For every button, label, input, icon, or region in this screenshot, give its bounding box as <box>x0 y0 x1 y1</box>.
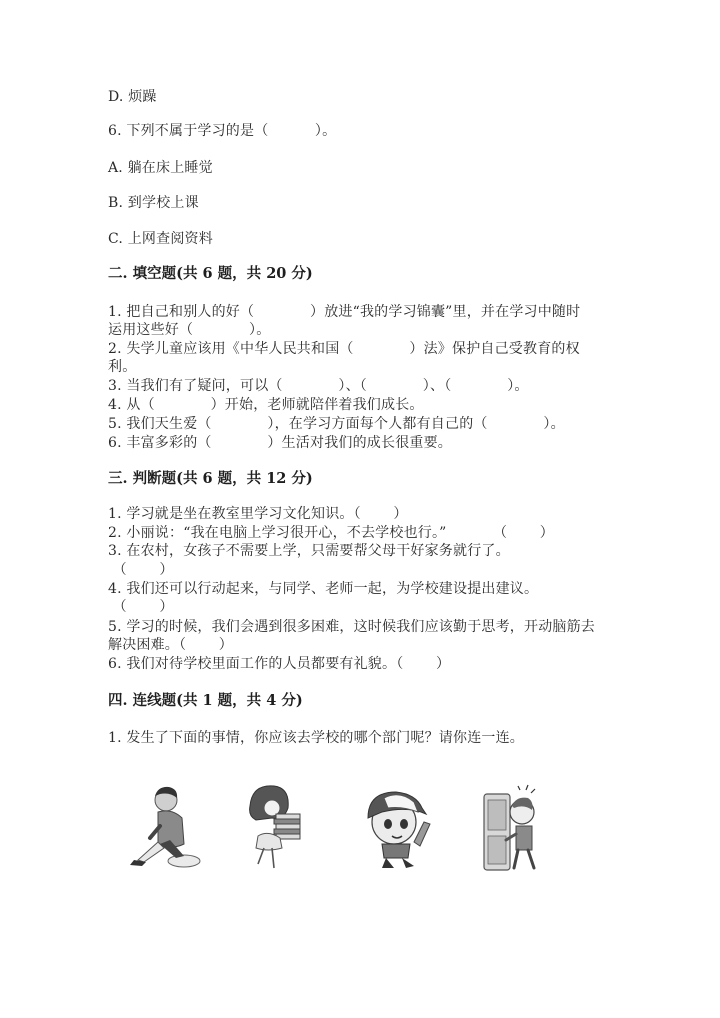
question-6-stem: 6. 下列不属于学习的是（ ）。 <box>108 123 337 139</box>
judge-item-3-blank: （ ） <box>108 562 174 578</box>
fill-item-1: 1. 把自己和别人的好（ ）放进“我的学习锦囊”里，并在学习中随时 <box>108 304 581 320</box>
judge-item-1: 1. 学习就是坐在教室里学习文化知识。（ ） <box>108 506 408 522</box>
judge-item-6: 6. 我们对待学校里面工作的人员都要有礼貌。（ ） <box>108 656 451 672</box>
injured-boy-sitting-image <box>114 778 210 874</box>
fill-item-2: 2. 失学儿童应该用《中华人民共和国（ ）法》保护自己受教育的权 <box>108 341 580 357</box>
section-3-heading: 三. 判断题(共 6 题，共 12 分) <box>108 470 313 487</box>
fill-item-2-cont: 利。 <box>108 359 137 375</box>
matching-question-1: 1. 发生了下面的事情，你应该去学校的哪个部门呢？请你连一连。 <box>108 730 525 746</box>
fill-item-3: 3. 当我们有了疑问，可以（ ）、（ ）、（ ）。 <box>108 378 529 394</box>
section-4-heading: 四. 连线题(共 1 题，共 4 分) <box>108 692 303 709</box>
option-d: D. 烦躁 <box>108 89 157 105</box>
judge-item-5: 5. 学习的时候，我们会遇到很多困难，这时候我们应该勤于思考，开动脑筋去 <box>108 619 596 635</box>
boy-hit-by-door-image <box>468 778 564 874</box>
girl-carrying-books-image <box>232 778 328 874</box>
fill-item-4: 4. 从（ ）开始，老师就陪伴着我们成长。 <box>108 397 424 413</box>
girl-with-books-icon <box>232 778 328 874</box>
boy-with-cap-image <box>352 778 448 874</box>
judge-item-2: 2. 小丽说：“我在电脑上学习很开心，不去学校也行。” （ ） <box>108 525 554 541</box>
judge-item-4: 4. 我们还可以行动起来，与同学、老师一起，为学校建设提出建议。 <box>108 581 539 597</box>
boy-with-cap-icon <box>352 778 448 874</box>
question-6-option-c: C. 上网查阅资料 <box>108 231 213 247</box>
boy-hit-by-door-icon <box>468 778 564 874</box>
judge-item-5-cont: 解决困难。（ ） <box>108 637 233 653</box>
question-6-option-a: A. 躺在床上睡觉 <box>108 160 213 176</box>
question-6-option-b: B. 到学校上课 <box>108 195 199 211</box>
fill-item-6: 6. 丰富多彩的（ ）生活对我们的成长很重要。 <box>108 435 453 451</box>
fill-item-1-cont: 运用这些好（ ）。 <box>108 322 271 338</box>
fill-item-5: 5. 我们天生爱（ ），在学习方面每个人都有自己的（ ）。 <box>108 416 565 432</box>
injured-boy-icon <box>114 778 210 874</box>
judge-item-3: 3. 在农村，女孩子不需要上学，只需要帮父母干好家务就行了。 <box>108 543 510 559</box>
judge-item-4-blank: （ ） <box>108 599 174 615</box>
section-2-heading: 二. 填空题(共 6 题，共 20 分) <box>108 265 313 282</box>
